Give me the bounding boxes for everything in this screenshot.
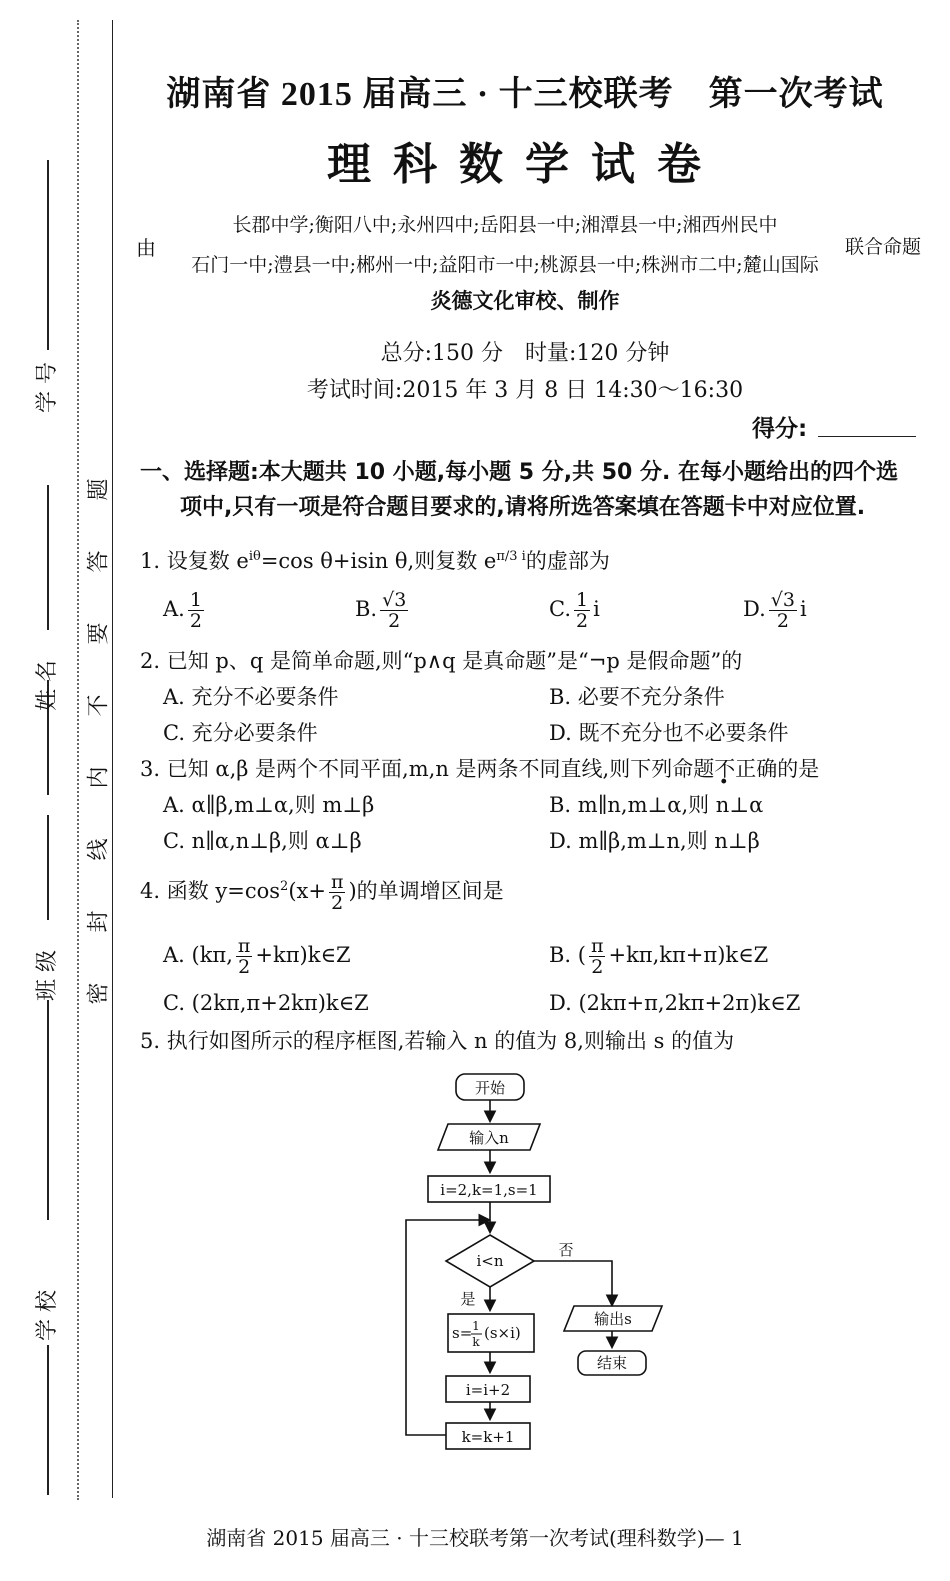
flow-input-label: 输入n [469, 1129, 509, 1147]
flow-assign-s-pre: s= [452, 1324, 473, 1342]
seal-char-5: 不 [86, 694, 112, 717]
margin-border-line [112, 20, 113, 1498]
flow-no-branch [534, 1261, 612, 1304]
number-field-line [47, 160, 49, 350]
question-4-option-b[interactable]: B. ( $\frac{\pi}{2}$ +kπ,kπ+π)k∈Z [549, 935, 769, 978]
seal-char-1: 密 [86, 982, 112, 1005]
class-label: 班 级 [35, 950, 60, 1001]
question-5-stem: 5. 执行如图所示的程序框图,若输入 n 的值为 8,则输出 s 的值为 [140, 1029, 735, 1053]
question-4-option-c[interactable]: C. (2kπ,π+2kπ)k∈Z [163, 991, 369, 1015]
flow-end-label: 结束 [596, 1354, 628, 1372]
question-4-option-a[interactable]: A. (kπ, $\frac{\pi}{2}$ +kπ)k∈Z [163, 935, 351, 978]
question-2-option-b[interactable]: B. 必要不充分条件 [549, 685, 725, 709]
score-blank[interactable] [818, 436, 916, 437]
name-field-line-upper [47, 485, 49, 630]
schools-by: 由 [136, 236, 156, 260]
dotted-cut-line [77, 20, 79, 1500]
exam-time-line: 考试时间:2015 年 3 月 8 日 14:30～16:30 [306, 378, 744, 403]
name-label: 姓 名 [35, 660, 60, 711]
seal-char-3: 线 [86, 838, 112, 861]
question-3-option-b[interactable]: B. m∥n,m⊥α,则 n⊥α [549, 793, 764, 817]
flow-init-label: i=2,k=1,s=1 [440, 1181, 538, 1199]
exam-header-title: 湖南省 2015 届高三 · 十三校联考 第一次考试 [166, 76, 884, 113]
seal-char-6: 要 [86, 622, 112, 645]
flow-start-label: 开始 [474, 1079, 506, 1097]
question-2-option-d[interactable]: D. 既不充分也不必要条件 [549, 721, 789, 745]
question-1-option-d[interactable]: D. $\frac{√3}{2}$ i [743, 589, 807, 632]
subject-title: 理科数学试卷 [327, 139, 723, 190]
score-label: 得分: [752, 416, 808, 442]
question-2-option-a[interactable]: A. 充分不必要条件 [163, 685, 339, 709]
flowchart [390, 1068, 690, 1468]
flow-assign-s-den: k [472, 1335, 480, 1349]
flow-inc-k-label: k=k+1 [461, 1428, 515, 1446]
section-title-line1: 一、选择题:本大题共 10 小题,每小题 5 分,共 50 分. 在每小题给出的四个选 [140, 460, 899, 485]
class-field-line [47, 1000, 49, 1220]
question-4-stem: 4. 函数 $y=\cos^2(x+$ $\frac{\pi}{2}$ )的单调增区间是 [140, 871, 504, 914]
question-2-stem: 2. 已知 p、q 是简单命题,则“p∧q 是真命题”是“¬p 是假命题”的 [140, 649, 743, 673]
flow-no-label: 否 [558, 1241, 574, 1259]
section-title [140, 455, 930, 525]
flow-yes-label: 是 [460, 1290, 476, 1308]
schools-line-2: 石门一中;澧县一中;郴州一中;益阳市一中;桃源县一中;株洲市二中;麓山国际 [191, 254, 819, 276]
flow-assign-s-post: (s×i) [484, 1324, 521, 1342]
flow-output-label: 输出s [594, 1310, 632, 1328]
question-3-option-a[interactable]: A. α∥β,m⊥α,则 m⊥β [163, 793, 375, 817]
question-1-option-b[interactable]: B. $\frac{√3}{2}$ [355, 589, 407, 632]
question-3-option-d[interactable]: D. m∥β,m⊥n,则 n⊥β [549, 829, 760, 853]
page-footer: 湖南省 2015 届高三 · 十三校联考第一次考试(理科数学)— 1 [206, 1526, 744, 1550]
question-1-option-a[interactable]: A. $\frac{1}{2}$ [163, 589, 202, 632]
producer-line: 炎德文化审校、制作 [430, 289, 620, 313]
seal-char-8: 题 [86, 478, 112, 501]
schools-joint: 联合命题 [845, 236, 922, 258]
question-3-option-c[interactable]: C. n∥α,n⊥β,则 α⊥β [163, 829, 362, 853]
seal-char-7: 答 [86, 550, 112, 573]
school-label: 学 校 [35, 1290, 60, 1341]
score-time-line: 总分:150 分 时量:120 分钟 [380, 341, 670, 366]
question-3-stem: 3. 已知 α,β 是两个不同平面,m,n 是两条不同直线,则下列命题不正确的是 [140, 757, 820, 781]
question-1-option-c[interactable]: C. $\frac{1}{2}$ i [549, 589, 600, 632]
section-title-line2: 项中,只有一项是符合题目要求的,请将所选答案填在答题卡中对应位置. [180, 495, 866, 520]
class-field-line-upper [47, 815, 49, 920]
number-label: 学 号 [35, 362, 60, 413]
seal-char-2: 封 [86, 910, 112, 933]
seal-char-4: 内 [86, 766, 112, 789]
schools-line-1: 长郡中学;衡阳八中;永州四中;岳阳县一中;湘潭县一中;湘西州民中 [232, 214, 778, 236]
flow-condition-label: i<n [476, 1252, 504, 1270]
flow-assign-s-num: 1 [472, 1319, 480, 1333]
emphasis-dots: 不正确 [714, 757, 778, 781]
school-field-line [47, 1345, 49, 1495]
flow-inc-i-label: i=i+2 [465, 1381, 511, 1399]
question-1-stem: 1. 设复数 $e^{i\theta}=\cos$ θ+isin θ,则复数 $e^{\pi/3 i}$的虚部为 [140, 549, 610, 573]
question-2-option-c[interactable]: C. 充分必要条件 [163, 721, 318, 745]
question-4-option-d[interactable]: D. (2kπ+π,2kπ+2π)k∈Z [549, 991, 801, 1015]
